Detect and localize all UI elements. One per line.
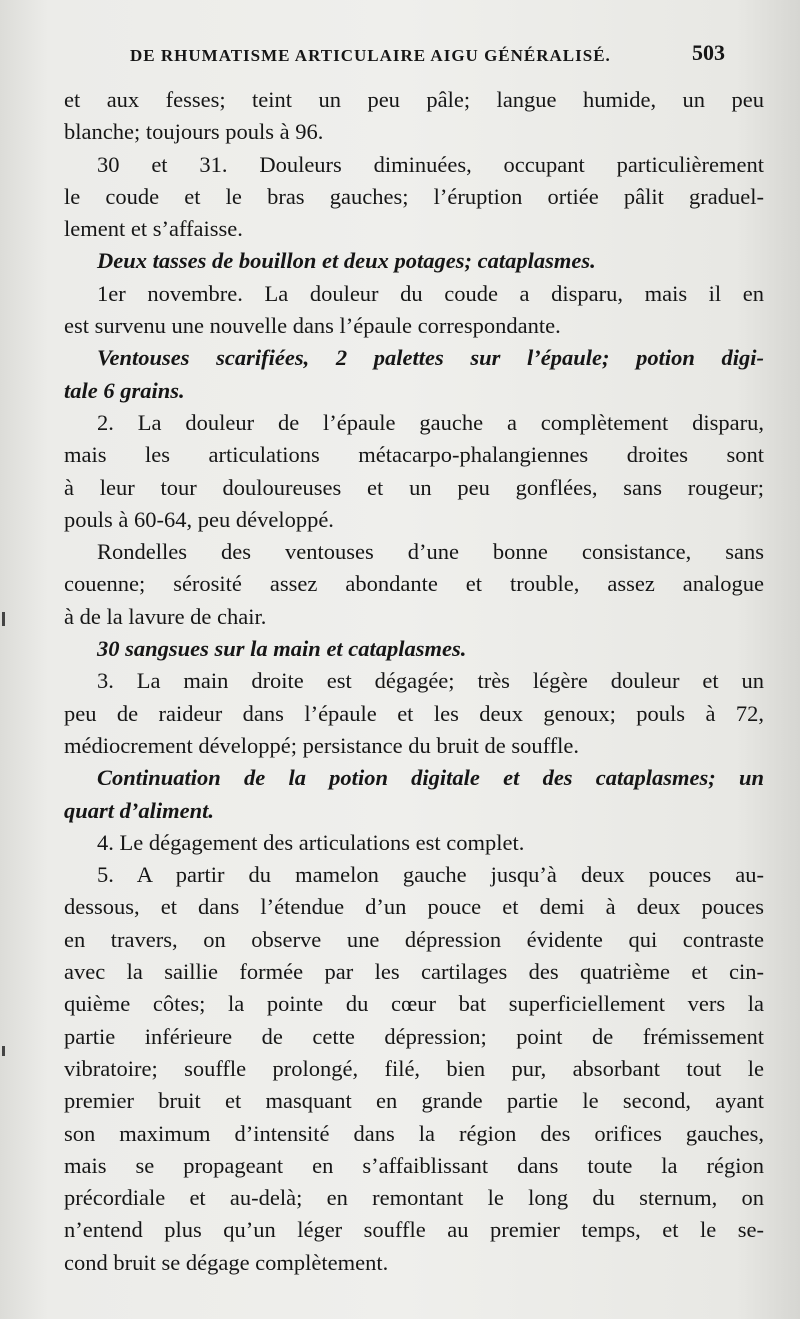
- text-line: Continuation de la potion digitale et des cataplasmes; un: [97, 765, 764, 791]
- text-line: n’entend plus qu’un léger souffle au premier temps, et le se-: [64, 1217, 764, 1243]
- text-line: couenne; sérosité assez abondante et trouble, assez analogue: [64, 571, 764, 597]
- text-line: partie inférieure de cette dépression; point de frémissement: [64, 1023, 764, 1049]
- text-line: blanche; toujours pouls à 96.: [64, 119, 324, 145]
- scan-margin-mark: [2, 612, 5, 626]
- text-line: pouls à 60-64, peu développé.: [64, 506, 334, 532]
- text-line: mais les articulations métacarpo-phalangiennes droites sont: [64, 442, 764, 468]
- text-line: mais se propageant en s’affaiblissant dans toute la région: [64, 1152, 764, 1178]
- text-line: le coude et le bras gauches; l’éruption ortiée pâlit graduel-: [64, 183, 764, 209]
- text-line: quart d’aliment.: [64, 797, 215, 823]
- text-line: lement et s’affaisse.: [64, 216, 243, 242]
- text-line: cond bruit se dégage complètement.: [64, 1249, 389, 1275]
- text-line: quième côtes; la pointe du cœur bat superficiellement vers la: [64, 991, 764, 1017]
- text-line: Deux tasses de bouillon et deux potages; cataplasmes.: [97, 248, 596, 274]
- text-line: tale 6 grains.: [64, 377, 185, 403]
- text-line: peu de raideur dans l’épaule et les deux genoux; pouls à 72,: [64, 700, 764, 726]
- text-line: médiocrement développé; persistance du bruit de souffle.: [64, 732, 580, 758]
- text-line: 30 sangsues sur la main et cataplasmes.: [97, 636, 467, 662]
- text-line: 5. A partir du mamelon gauche jusqu’à deux pouces au-: [97, 862, 764, 888]
- text-line: vibratoire; souffle prolongé, filé, bien pur, absorbant tout le: [64, 1055, 764, 1081]
- text-line: 1er novembre. La douleur du coude a disparu, mais il en: [97, 280, 764, 306]
- text-line: à leur tour douloureuses et un peu gonflées, sans rougeur;: [64, 474, 764, 500]
- text-line: Rondelles des ventouses d’une bonne consistance, sans: [97, 539, 764, 565]
- text-line: en travers, on observe une dépression évidente qui contraste: [64, 926, 764, 952]
- text-line: premier bruit et masquant en grande partie le second, ayant: [64, 1088, 764, 1114]
- running-title: DE RHUMATISME ARTICULAIRE AIGU GÉNÉRALISÉ.: [130, 46, 611, 65]
- body-text: [64, 84, 764, 1279]
- text-line: avec la saillie formée par les cartilages des quatrième et cin-: [64, 959, 764, 985]
- text-line: son maximum d’intensité dans la région des orifices gauches,: [64, 1120, 764, 1146]
- scan-margin-mark: [2, 1046, 5, 1056]
- text-line: 3. La main droite est dégagée; très légère douleur et un: [97, 668, 764, 694]
- text-line: et aux fesses; teint un peu pâle; langue humide, un peu: [64, 87, 764, 112]
- text-line: est survenu une nouvelle dans l’épaule correspondante.: [64, 313, 561, 339]
- running-header: [130, 38, 725, 74]
- text-line: précordiale et au-delà; en remontant le long du sternum, on: [64, 1185, 764, 1211]
- text-line: à de la lavure de chair.: [64, 603, 267, 629]
- page-number: 503: [692, 40, 725, 65]
- text-line: 2. La douleur de l’épaule gauche a complètement disparu,: [97, 409, 764, 435]
- text-line: Ventouses scarifiées, 2 palettes sur l’épaule; potion digi-: [97, 345, 764, 371]
- text-line: 30 et 31. Douleurs diminuées, occupant particulièrement: [97, 151, 764, 177]
- text-line: dessous, et dans l’étendue d’un pouce et demi à deux pouces: [64, 894, 764, 920]
- text-line: 4. Le dégagement des articulations est complet.: [97, 829, 525, 855]
